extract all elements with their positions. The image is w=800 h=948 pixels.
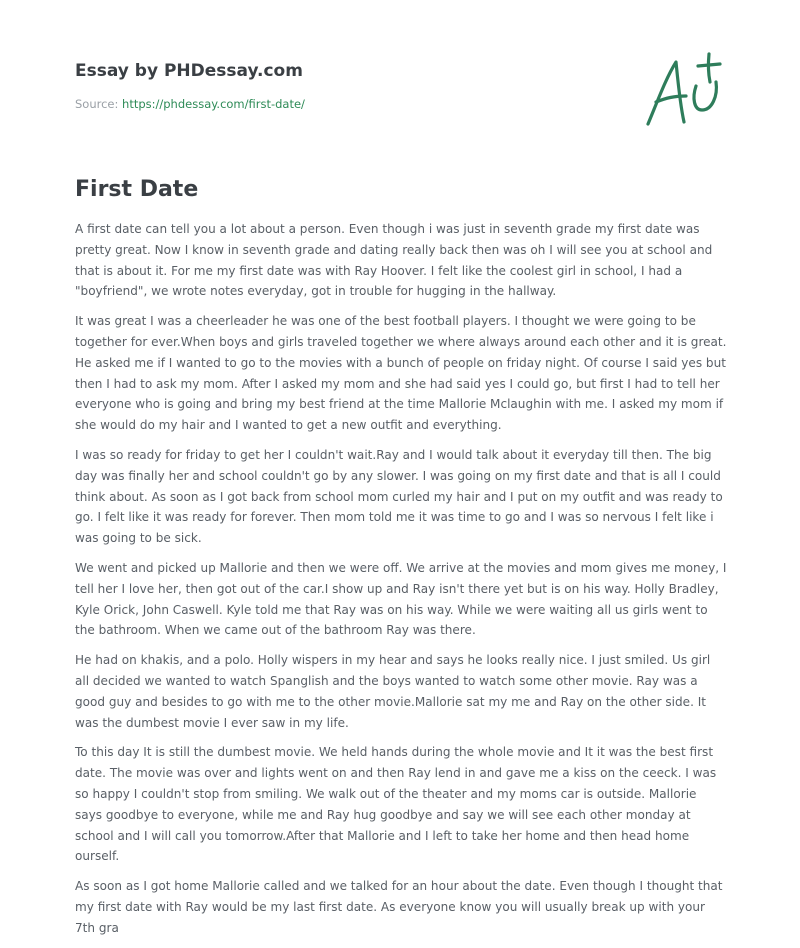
paragraph: I was so ready for friday to get her I couldn't wait.Ray and I would talk about it everyday till then. The big day was finally her and school couldn't go by any slower. I was going on my first date and that is all I could think about. As soon as I got back from school mom curled my hair and I put on my outfit and was ready to go. I felt like it was ready for forever. Then mom told me it was time to go and I was so nervous I felt like i was going to be sick.	[75, 447, 723, 546]
paragraph: He had on khakis, and a polo. Holly wispers in my hear and says he looks really nice. I just smiled. Us girl all decided we wanted to watch Spanglish and the boys wanted to watch some other movie. Ray was a good guy and besides to go with me to the other movie.Mallorie sat my me and Ray on the other side. It was the dumbest movie I ever saw in my life.	[75, 653, 711, 730]
paragraph: To this day It is still the dumbest movie. We held hands during the whole movie and It it was the best first date. The movie was over and lights went on and then Ray lend in and gave me a kiss on the ceeck. I was so happy I couldn't stop from smiling. We walk out of the theater and my moms car is outside. Mallorie says goodbye to everyone, while me and Ray hug goodbye and say we will see each other monday at school and I will call you tomorrow.After that Mallorie and I left to take her home and then head home ourself.	[75, 745, 717, 864]
essay-header	[75, 60, 595, 112]
source-link[interactable]: https://phdessay.com/first-date/	[122, 97, 305, 111]
paragraph: We went and picked up Mallorie and then we were off. We arrive at the movies and mom gives me money, I tell her I love her, then got out of the car.I show up and Ray isn't there yet but is on his way. Holly Bradley, Kyle Orick, John Caswell. Kyle told me that Ray was on his way. While we were waiting all us girls went to the bathroom. When we came out of the bathroom Ray was there.	[75, 560, 727, 638]
source-line	[75, 96, 595, 112]
brand-title: Essay by PHDessay.com	[75, 61, 303, 81]
essay-title: First Date	[75, 177, 199, 202]
a-plus-logo-icon	[640, 52, 730, 132]
paragraph: It was great I was a cheerleader he was one of the best football players. I thought we were going to be together for ever.When boys and girls traveled together we where always around each other and it is great. He asked me if I wanted to go to the movies with a bunch of people on friday night. Of course I said yes but then I had to ask my mom. After I asked my mom and she had said yes I could go, but first I had to tell her everyone who is going and bring my best friend at the time Mallorie Mclaughin with me. I asked my mom if she would do my hair and I wanted to get a new outfit and everything.	[75, 314, 727, 433]
source-label: Source:	[75, 97, 123, 111]
paragraph: As soon as I got home Mallorie called and we talked for an hour about the date. Even though I thought that my first date with Ray would be my last first date. As everyone know you will usually break up with your 7th gra	[75, 879, 723, 935]
essay-body	[75, 219, 727, 948]
paragraph: A first date can tell you a lot about a person. Even though i was just in seventh grade my first date was pretty great. Now I know in seventh grade and dating really back then was oh I will see you at school and that is about it. For me my first date was with Ray Hoover. I felt like the coolest girl in school, I had a "boyfriend", we wrote notes everyday, got in trouble for hugging in the hallway.	[75, 222, 713, 299]
